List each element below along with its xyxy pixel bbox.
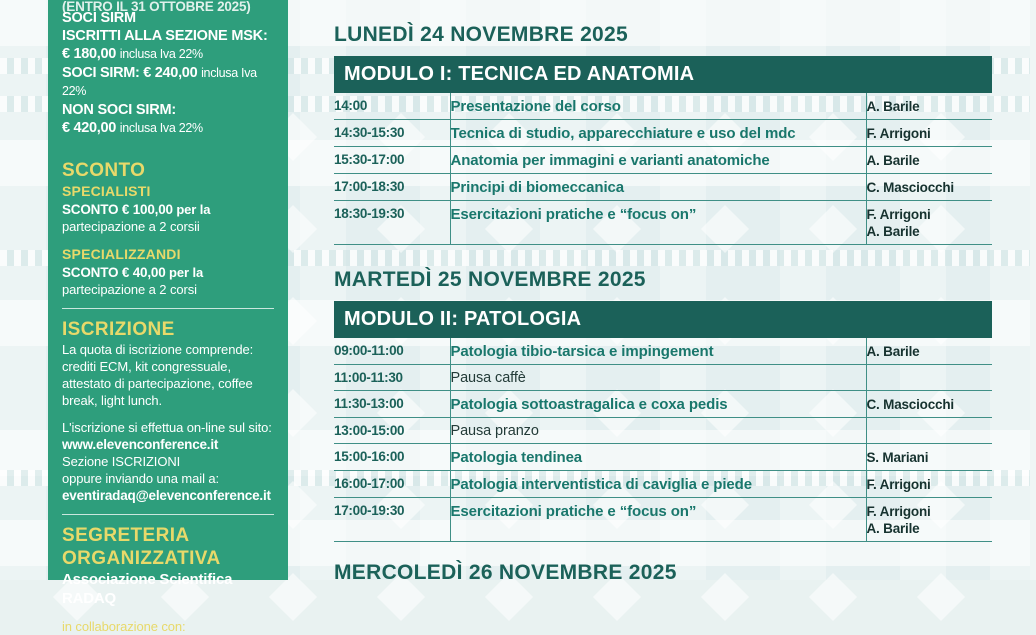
row-speaker: [866, 147, 992, 174]
table-row: [334, 471, 992, 498]
iscrizione-email-link[interactable]: eventiradaq@elevenconference.it: [62, 488, 271, 503]
fee-soci-row: [62, 64, 274, 101]
day-heading-3: MERCOLEDÌ 26 NOVEMBRE 2025: [334, 561, 677, 584]
speaker-name: A. Barile: [866, 344, 920, 359]
module-bar-1: MODULO I: TECNICA ED ANATOMIA: [334, 56, 992, 93]
table-row: [334, 120, 992, 147]
segreteria-title-line1: SEGRETERIA: [62, 525, 190, 546]
fee-soci-msk-label-line1: SOCI SIRM: [62, 10, 136, 26]
sconto-specialisti-rest: per la: [172, 202, 211, 217]
row-time: 14:00: [334, 93, 450, 120]
iscrizione-online-intro: L'iscrizione si effettua on-line sul sito:: [62, 420, 272, 435]
fee-soci-msk-price: [62, 45, 274, 64]
sconto-specializzandi-line2: partecipazione a 2 corsi: [62, 282, 197, 297]
row-time: 16:00-17:00: [334, 471, 450, 498]
iscrizione-website-link[interactable]: www.elevenconference.it: [62, 437, 219, 452]
fee-non-soci-amount: € 420,00: [62, 119, 117, 136]
table-row: [334, 338, 992, 365]
table-row: [334, 498, 992, 542]
table-row: [334, 365, 992, 391]
row-title: Patologia sottoastragalica e coxa pedis: [450, 391, 866, 418]
row-speaker: [866, 338, 992, 365]
row-speaker: [866, 201, 992, 245]
row-speaker: [866, 471, 992, 498]
sconto-specialisti-line2: partecipazione a 2 corsii: [62, 219, 200, 234]
module-bar-2: MODULO II: PATOLOGIA: [334, 301, 992, 338]
schedule-table-2: [334, 338, 992, 542]
iscrizione-section: Sezione ISCRIZIONI: [62, 454, 181, 469]
row-time: 14:30-15:30: [334, 120, 450, 147]
speaker-name: F. Arrigoni: [866, 477, 931, 492]
table-row: [334, 93, 992, 120]
sconto-specializzandi-label: SPECIALIZZANDI: [62, 246, 181, 262]
row-speaker: [866, 120, 992, 147]
fee-soci-msk-label-line2: ISCRITTI ALLA SEZIONE MSK:: [62, 28, 268, 44]
day-heading-2: MARTEDÌ 25 NOVEMBRE 2025: [334, 268, 646, 291]
speaker-name: A. Barile: [866, 521, 920, 536]
segreteria-title-line2: ORGANIZZATIVA: [62, 548, 221, 569]
sconto-title: SCONTO: [62, 160, 146, 181]
sidebar-divider-1: [62, 308, 274, 309]
table-row: [334, 201, 992, 245]
row-time: 18:30-19:30: [334, 201, 450, 245]
row-title: Tecnica di studio, apparecchiature e uso del mdc: [450, 120, 866, 147]
row-speaker: [866, 174, 992, 201]
row-speaker: [866, 365, 992, 391]
sconto-specialisti-line1: [62, 201, 274, 218]
collaborazione-label: in collaborazione con:: [62, 619, 186, 634]
speaker-name: C. Masciocchi: [866, 397, 954, 412]
speaker-name: A. Barile: [866, 153, 920, 168]
row-speaker: [866, 498, 992, 542]
speaker-name: F. Arrigoni: [866, 504, 931, 519]
speaker-name: A. Barile: [866, 224, 920, 239]
schedule-table-1: [334, 93, 992, 245]
iscrizione-includes: La quota di iscrizione comprende: crediti ECM, kit congressuale, attestato di partecipazione, coffee break, light lunch.: [62, 342, 254, 408]
speaker-name: S. Mariani: [866, 450, 929, 465]
row-title: Patologia tendinea: [450, 444, 866, 471]
row-time: 15:30-17:00: [334, 147, 450, 174]
speaker-name: F. Arrigoni: [866, 126, 931, 141]
sconto-specializzandi-amount: SCONTO € 40,00: [62, 265, 166, 280]
row-title: Esercitazioni pratiche e “focus on”: [450, 498, 866, 542]
row-speaker: [866, 444, 992, 471]
fee-non-soci-vat: inclusa Iva 22%: [119, 120, 203, 135]
row-speaker: [866, 418, 992, 444]
row-title: Patologia interventistica di caviglia e piede: [450, 471, 866, 498]
row-time: 13:00-15:00: [334, 418, 450, 444]
table-row: [334, 147, 992, 174]
day-heading-1: LUNEDÌ 24 NOVEMBRE 2025: [334, 23, 628, 46]
row-time: 11:00-11:30: [334, 365, 450, 391]
row-title: Principi di biomeccanica: [450, 174, 866, 201]
info-sidebar: [48, 0, 288, 634]
row-time: 17:00-19:30: [334, 498, 450, 542]
table-row: [334, 174, 992, 201]
table-row: [334, 418, 992, 444]
row-title: Anatomia per immagini e varianti anatomiche: [450, 147, 866, 174]
row-title: Pausa pranzo: [450, 418, 866, 444]
sconto-specialisti-amount: SCONTO € 100,00: [62, 202, 173, 217]
fee-deadline-cut: (ENTRO IL 31 OTTOBRE 2025): [62, 0, 251, 14]
sconto-specialisti-label: SPECIALISTI: [62, 183, 151, 199]
texture-shape: [269, 573, 317, 621]
program-schedule: [334, 0, 992, 584]
iscrizione-mail-intro: oppure inviando una mail a:: [62, 471, 220, 486]
row-time: 09:00-11:00: [334, 338, 450, 365]
fee-soci-amount: SOCI SIRM: € 240,00: [62, 64, 198, 81]
row-title: Pausa caffè: [450, 365, 866, 391]
table-row: [334, 444, 992, 471]
sconto-specializzandi-rest: per la: [165, 265, 204, 280]
row-speaker: [866, 93, 992, 120]
sconto-specializzandi-line1: [62, 264, 274, 281]
fee-soci-msk-vat: inclusa Iva 22%: [119, 47, 203, 61]
row-time: 11:30-13:00: [334, 391, 450, 418]
speaker-name: F. Arrigoni: [866, 207, 931, 222]
fee-non-soci-row: [62, 119, 274, 138]
segreteria-org-line1: Associazione Scientifica: [62, 571, 233, 588]
speaker-name: C. Masciocchi: [866, 180, 954, 195]
fee-non-soci-label: NON SOCI SIRM:: [62, 101, 177, 118]
row-speaker: [866, 391, 992, 418]
row-time: 17:00-18:30: [334, 174, 450, 201]
fee-soci-vat: inclusa Iva 22%: [62, 65, 257, 98]
speaker-name: A. Barile: [866, 99, 920, 114]
row-title: Esercitazioni pratiche e “focus on”: [450, 201, 866, 245]
sidebar-divider-2: [62, 514, 274, 515]
row-title: Presentazione del corso: [450, 93, 866, 120]
fee-soci-msk-amount: € 180,00: [62, 46, 117, 62]
table-row: [334, 391, 992, 418]
row-title: Patologia tibio-tarsica e impingement: [450, 338, 866, 365]
iscrizione-title: ISCRIZIONE: [62, 319, 175, 340]
segreteria-org-line2: RADAQ: [62, 590, 116, 607]
row-time: 15:00-16:00: [334, 444, 450, 471]
